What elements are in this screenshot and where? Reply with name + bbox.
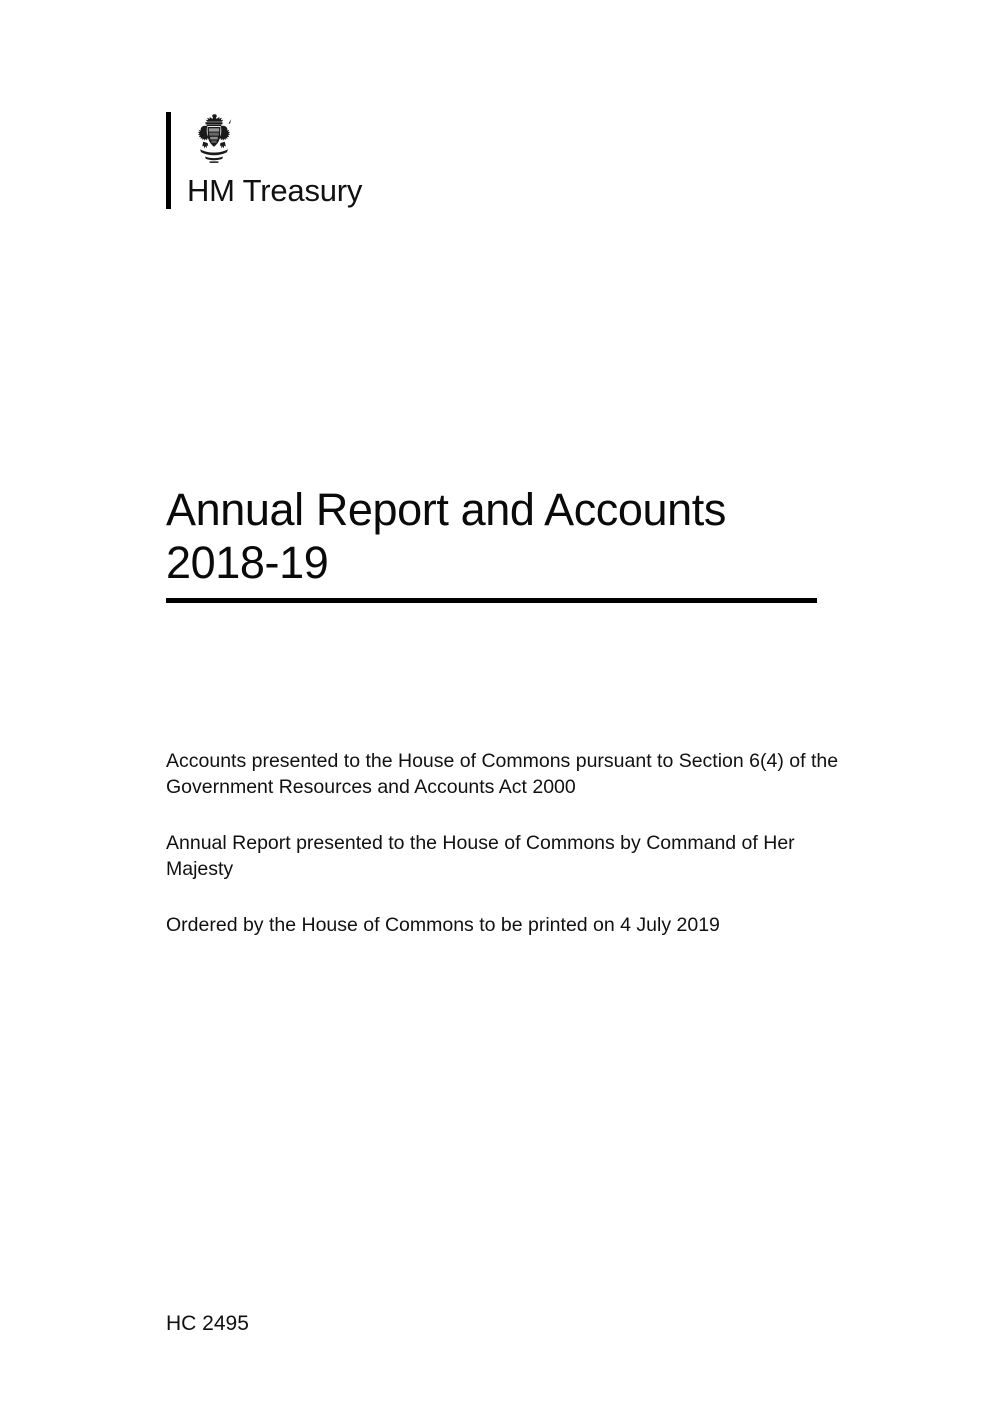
- royal-coat-of-arms-icon: [187, 112, 241, 168]
- presentation-statements: [166, 748, 866, 938]
- hm-treasury-wordmark: HM Treasury: [187, 173, 363, 208]
- page-title: [166, 483, 866, 589]
- logo-content: [171, 112, 362, 209]
- hc-reference-number: HC 2495: [166, 1312, 249, 1335]
- statement-print-order: Ordered by the House of Commons to be printed on 4 July 2019: [166, 914, 720, 936]
- title-divider-rule: [166, 598, 817, 603]
- statement-annual-report-presentation: Annual Report presented to the House of Commons by Command of Her Majesty: [166, 832, 795, 880]
- page-title-line-2: 2018-19: [166, 537, 329, 588]
- statement-accounts-presentation: Accounts presented to the House of Commons pursuant to Section 6(4) of the Government Resources and Accounts Act 2000: [166, 750, 839, 798]
- hm-treasury-logo: [166, 112, 362, 209]
- page-title-line-1: Annual Report and Accounts: [166, 484, 726, 535]
